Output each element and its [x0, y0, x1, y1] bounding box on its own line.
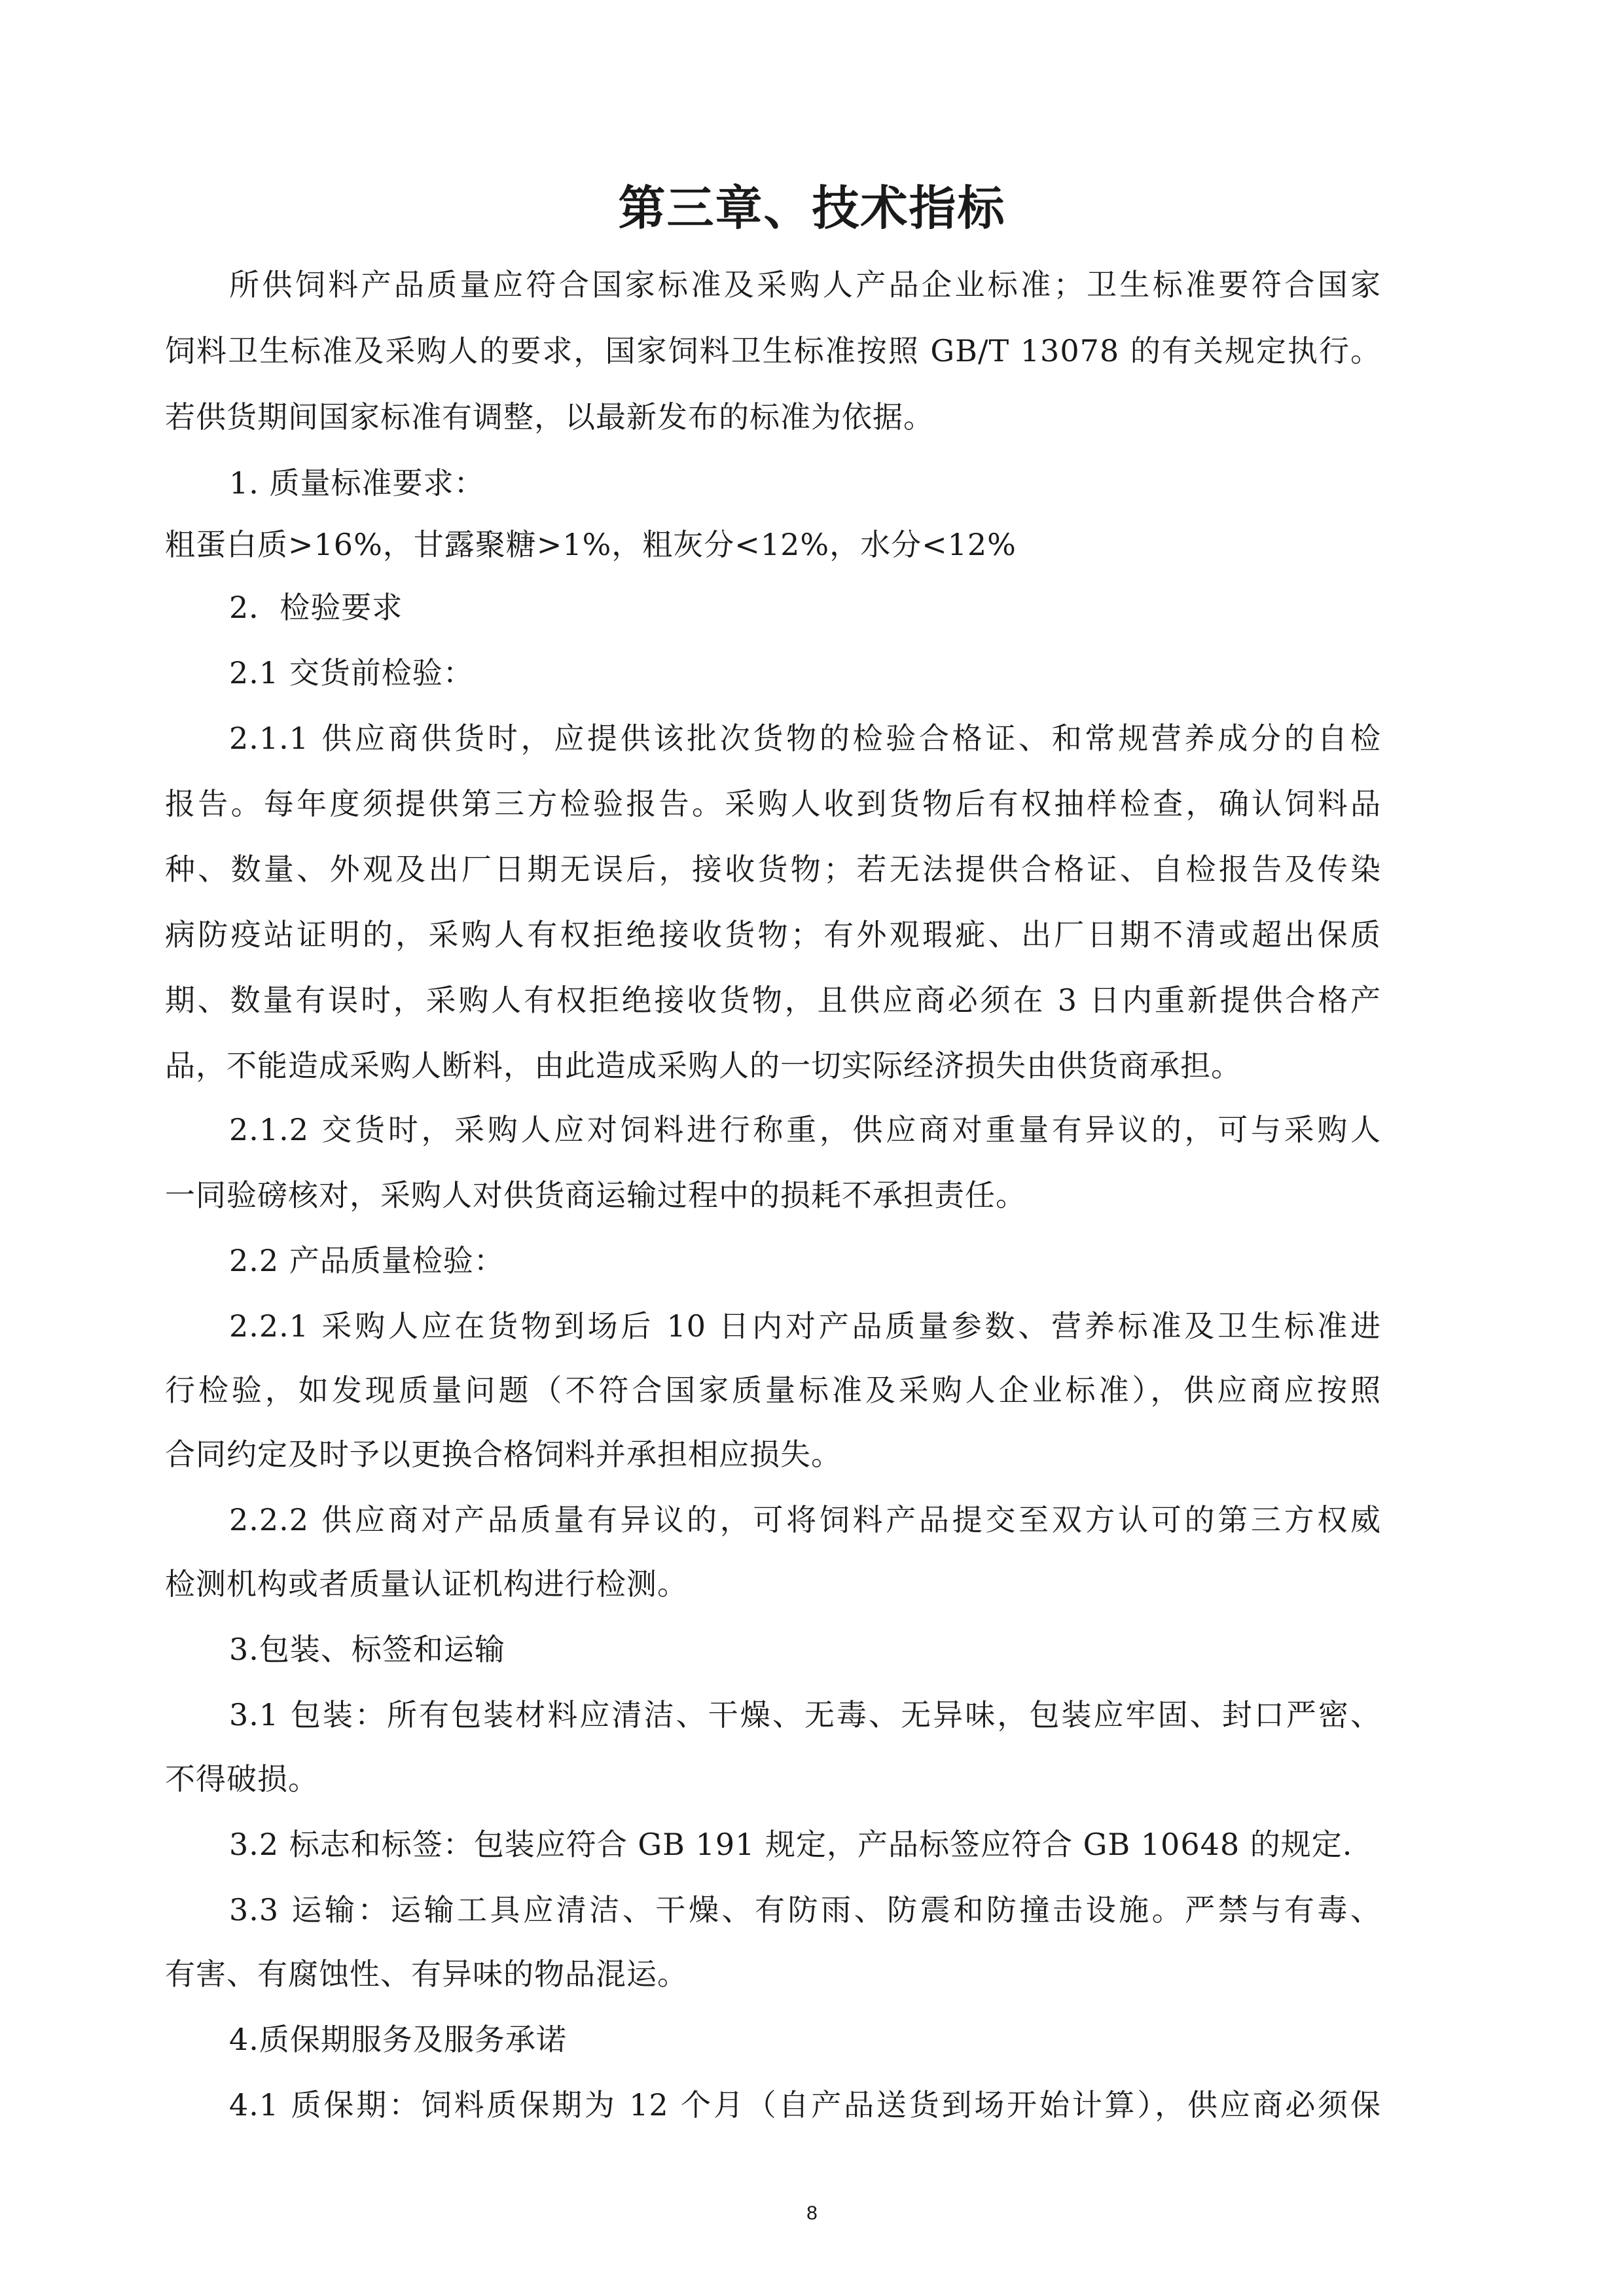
- body-line: 3.2 标志和标签：包装应符合 GB 191 规定，产品标签应符合 GB 10648 的规定.: [229, 1827, 1353, 1862]
- body-line: 2.2.1 采购人应在货物到场后 10 日内对产品质量参数、营养标准及卫生标准进: [229, 1308, 1381, 1344]
- body-line: 行检验，如发现质量问题（不符合国家质量标准及采购人企业标准），供应商应按照: [165, 1372, 1381, 1408]
- body-line: 有害、有腐蚀性、有异味的物品混运。: [165, 1956, 688, 1992]
- subsection-heading: 2.1 交货前检验：: [229, 655, 474, 691]
- body-line: 合同约定及时予以更换合格饲料并承担相应损失。: [165, 1437, 842, 1472]
- section-heading: 1. 质量标准要求：: [229, 465, 485, 501]
- page-number: 8: [806, 2202, 818, 2224]
- body-line: 粗蛋白质>16%，甘露聚糖>1%，粗灰分<12%，水分<12%: [165, 527, 1017, 562]
- body-line: 报告。每年度须提供第三方检验报告。采购人收到货物后有权抽样检查，确认饲料品: [165, 786, 1381, 821]
- body-line: 病防疫站证明的，采购人有权拒绝接收货物；有外观瑕疵、出厂日期不清或超出保质: [165, 917, 1381, 952]
- section-heading: 4.质保期服务及服务承诺: [229, 2022, 567, 2057]
- body-line: 3.3 运输：运输工具应清洁、干燥、有防雨、防震和防撞击设施。严禁与有毒、: [229, 1892, 1381, 1928]
- chapter-title: 第三章、技术指标: [618, 181, 1006, 236]
- body-line: 期、数量有误时，采购人有权拒绝接收货物，且供应商必须在 3 日内重新提供合格产: [165, 982, 1381, 1018]
- body-line: 一同验磅核对，采购人对供货商运输过程中的损耗不承担责任。: [165, 1177, 1026, 1213]
- body-line: 检测机构或者质量认证机构进行检测。: [165, 1566, 688, 1602]
- body-line: 所供饲料产品质量应符合国家标准及采购人产品企业标准；卫生标准要符合国家: [229, 267, 1381, 302]
- body-line: 种、数量、外观及出厂日期无误后，接收货物；若无法提供合格证、自检报告及传染: [165, 852, 1381, 887]
- body-line: 2.1.2 交货时，采购人应对饲料进行称重，供应商对重量有异议的，可与采购人: [229, 1112, 1381, 1147]
- body-line: 2.1.1 供应商供货时，应提供该批次货物的检验合格证、和常规营养成分的自检: [229, 721, 1381, 756]
- body-line: 若供货期间国家标准有调整，以最新发布的标准为依据。: [165, 399, 934, 435]
- body-line: 品，不能造成采购人断料，由此造成采购人的一切实际经济损失由供货商承担。: [165, 1048, 1242, 1083]
- body-line: 不得破损。: [165, 1761, 319, 1797]
- subsection-heading: 2.2 产品质量检验：: [229, 1243, 505, 1278]
- body-line: 3.1 包装：所有包装材料应清洁、干燥、无毒、无异味，包装应牢固、封口严密、: [229, 1697, 1381, 1732]
- body-line: 4.1 质保期：饲料质保期为 12 个月（自产品送货到场开始计算），供应商必须保: [229, 2087, 1381, 2123]
- section-heading: 3.包装、标签和运输: [229, 1632, 505, 1667]
- section-heading: 2．检验要求: [229, 590, 403, 625]
- body-line: 饲料卫生标准及采购人的要求，国家饲料卫生标准按照 GB/T 13078 的有关规定执行。: [165, 333, 1381, 368]
- body-line: 2.2.2 供应商对产品质量有异议的，可将饲料产品提交至双方认可的第三方权威: [229, 1502, 1381, 1537]
